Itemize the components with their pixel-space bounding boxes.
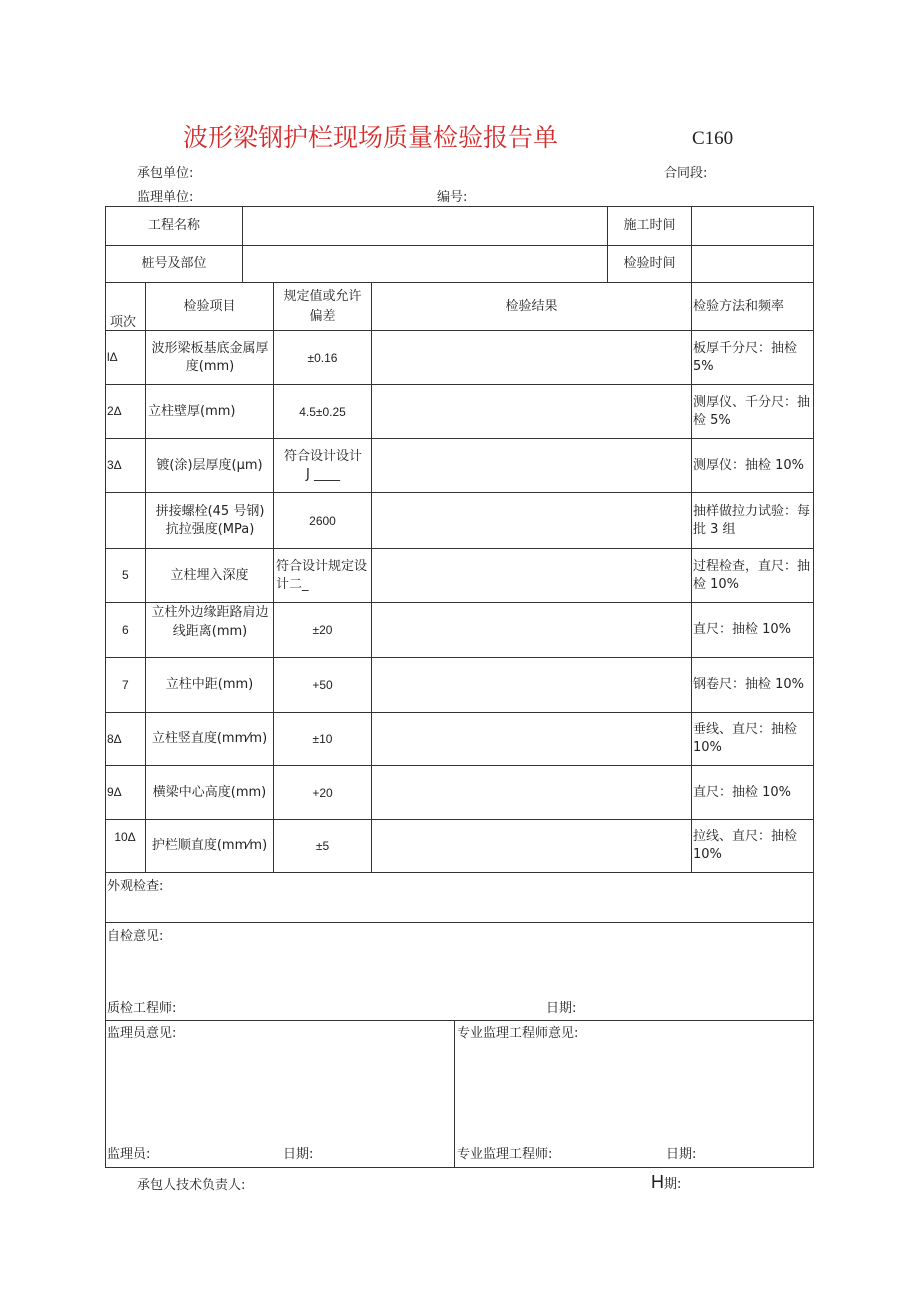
row-5-index: 5 — [122, 568, 129, 582]
pro-supervisor-date-label: 日期: — [666, 1147, 697, 1162]
row-7-item: 立柱中距(mm) — [165, 677, 254, 692]
col-index-header: 项次 — [110, 315, 137, 330]
row-7-index: 7 — [122, 678, 129, 692]
row-9-item: 横梁中心高度(mm) — [152, 784, 267, 800]
rule — [105, 922, 814, 923]
row-10-index: 10Δ — [114, 830, 136, 844]
footer-date-h: H — [651, 1172, 664, 1192]
contractor-label: 承包单位: — [137, 166, 194, 181]
inspection-time-label: 检验时间 — [623, 256, 676, 271]
report-title: 波形梁钢护栏现场质量检验报告单 — [183, 123, 559, 152]
row-6-spec: ±20 — [312, 623, 333, 637]
form-code: C160 — [692, 128, 734, 149]
row-5-method: 过程检查，直尺：抽检 10% — [693, 558, 811, 592]
row-1-index: lΔ — [107, 350, 118, 364]
row-4-method: 抽样做拉力试验：每批 3 组 — [693, 503, 811, 537]
row-8-index: 8Δ — [107, 732, 122, 746]
col-item-header: 检验项目 — [183, 298, 236, 314]
supervisor-date-label: 日期: — [283, 1147, 314, 1162]
row-4-spec: 2600 — [309, 513, 336, 528]
footer-date-suffix: 期: — [664, 1177, 682, 1192]
row-10-spec: ±5 — [315, 839, 330, 853]
rule — [691, 206, 692, 282]
row-10-item: 护栏顺直度(mm⁄m) — [151, 838, 268, 853]
row-10-method: 拉线、直尺：抽检10% — [693, 829, 798, 862]
row-3-spec: 符合设计设计 J ____ — [283, 448, 362, 482]
row-5-item: 立柱埋入深度 — [170, 567, 249, 583]
quality-date-label: 日期: — [546, 1001, 577, 1016]
row-5-spec: 符合设计规定设计二_ — [276, 558, 368, 592]
row-3-method: 测厚仪：抽检 10% — [693, 457, 805, 473]
supervisor-unit-label: 监理单位: — [137, 190, 194, 205]
station-label: 桩号及部位 — [141, 256, 207, 271]
row-1-method: 板厚千分尺：抽检5% — [693, 340, 798, 374]
row-9-spec: +20 — [312, 785, 333, 800]
row-2-spec: 4.5±0.25 — [299, 404, 346, 419]
rule — [371, 282, 372, 872]
self-check-label: 自检意见: — [107, 929, 164, 944]
project-name-label: 工程名称 — [147, 218, 200, 233]
quality-engineer-label: 质检工程师: — [107, 1001, 177, 1016]
row-6-item: 立柱外边缘距路肩边线距离(mm) — [151, 605, 269, 639]
row-8-item: 立柱竖直度(mm⁄m) — [151, 731, 268, 746]
construction-time-label: 施工时间 — [623, 218, 676, 233]
row-2-item: 立柱壁厚(mm) — [148, 403, 236, 419]
rule — [105, 872, 814, 873]
number-label: 编号: — [437, 190, 468, 205]
row-8-method: 垂线、直尺：抽检10% — [693, 722, 798, 755]
row-3-index: 3Δ — [107, 458, 122, 472]
row-6-method: 直尺：抽检 10% — [693, 622, 792, 637]
pro-supervisor-sign-label: 专业监理工程师: — [457, 1147, 553, 1162]
rule — [242, 206, 243, 282]
appearance-check-label: 外观检查: — [107, 879, 164, 894]
row-2-index: 2Δ — [107, 404, 122, 418]
rule — [105, 1020, 814, 1021]
pro-supervisor-opinion-label: 专业监理工程师意见: — [457, 1026, 579, 1041]
col-spec-header-line1: 规定值或允许 — [283, 289, 362, 304]
row-9-method: 直尺：抽检 10% — [693, 784, 792, 800]
row-1-spec: ±0.16 — [307, 350, 338, 365]
row-9-index: 9Δ — [107, 785, 122, 799]
row-8-spec: ±10 — [312, 732, 333, 746]
row-1-item: 波形梁板基底金属厚度(mm) — [151, 340, 269, 374]
col-method-header: 检验方法和频率 — [693, 298, 785, 314]
rule — [454, 1020, 455, 1168]
col-spec-header-line2: 偏差 — [309, 309, 336, 324]
supervisor-sign-label: 监理员: — [107, 1147, 151, 1162]
supervisor-opinion-label: 监理员意见: — [107, 1026, 177, 1041]
col-spec-header — [274, 287, 371, 327]
contract-section-label: 合同段: — [664, 166, 708, 181]
rule — [691, 282, 692, 872]
row-7-spec: +50 — [312, 678, 333, 692]
row-6-index: 6 — [122, 623, 129, 637]
row-3-item: 镀(涂)层厚度(μm) — [156, 457, 263, 473]
row-4-item: 拼接螺栓(45 号钢)抗拉强度(MPa) — [155, 503, 265, 537]
row-7-method: 钢卷尺：抽检 10% — [693, 677, 805, 692]
col-result-header: 检验结果 — [505, 298, 558, 314]
tech-lead-label: 承包人技术负责人: — [137, 1178, 246, 1193]
row-2-method: 测厚仪、千分尺：抽检 5% — [693, 394, 811, 428]
footer-date — [651, 1172, 681, 1193]
